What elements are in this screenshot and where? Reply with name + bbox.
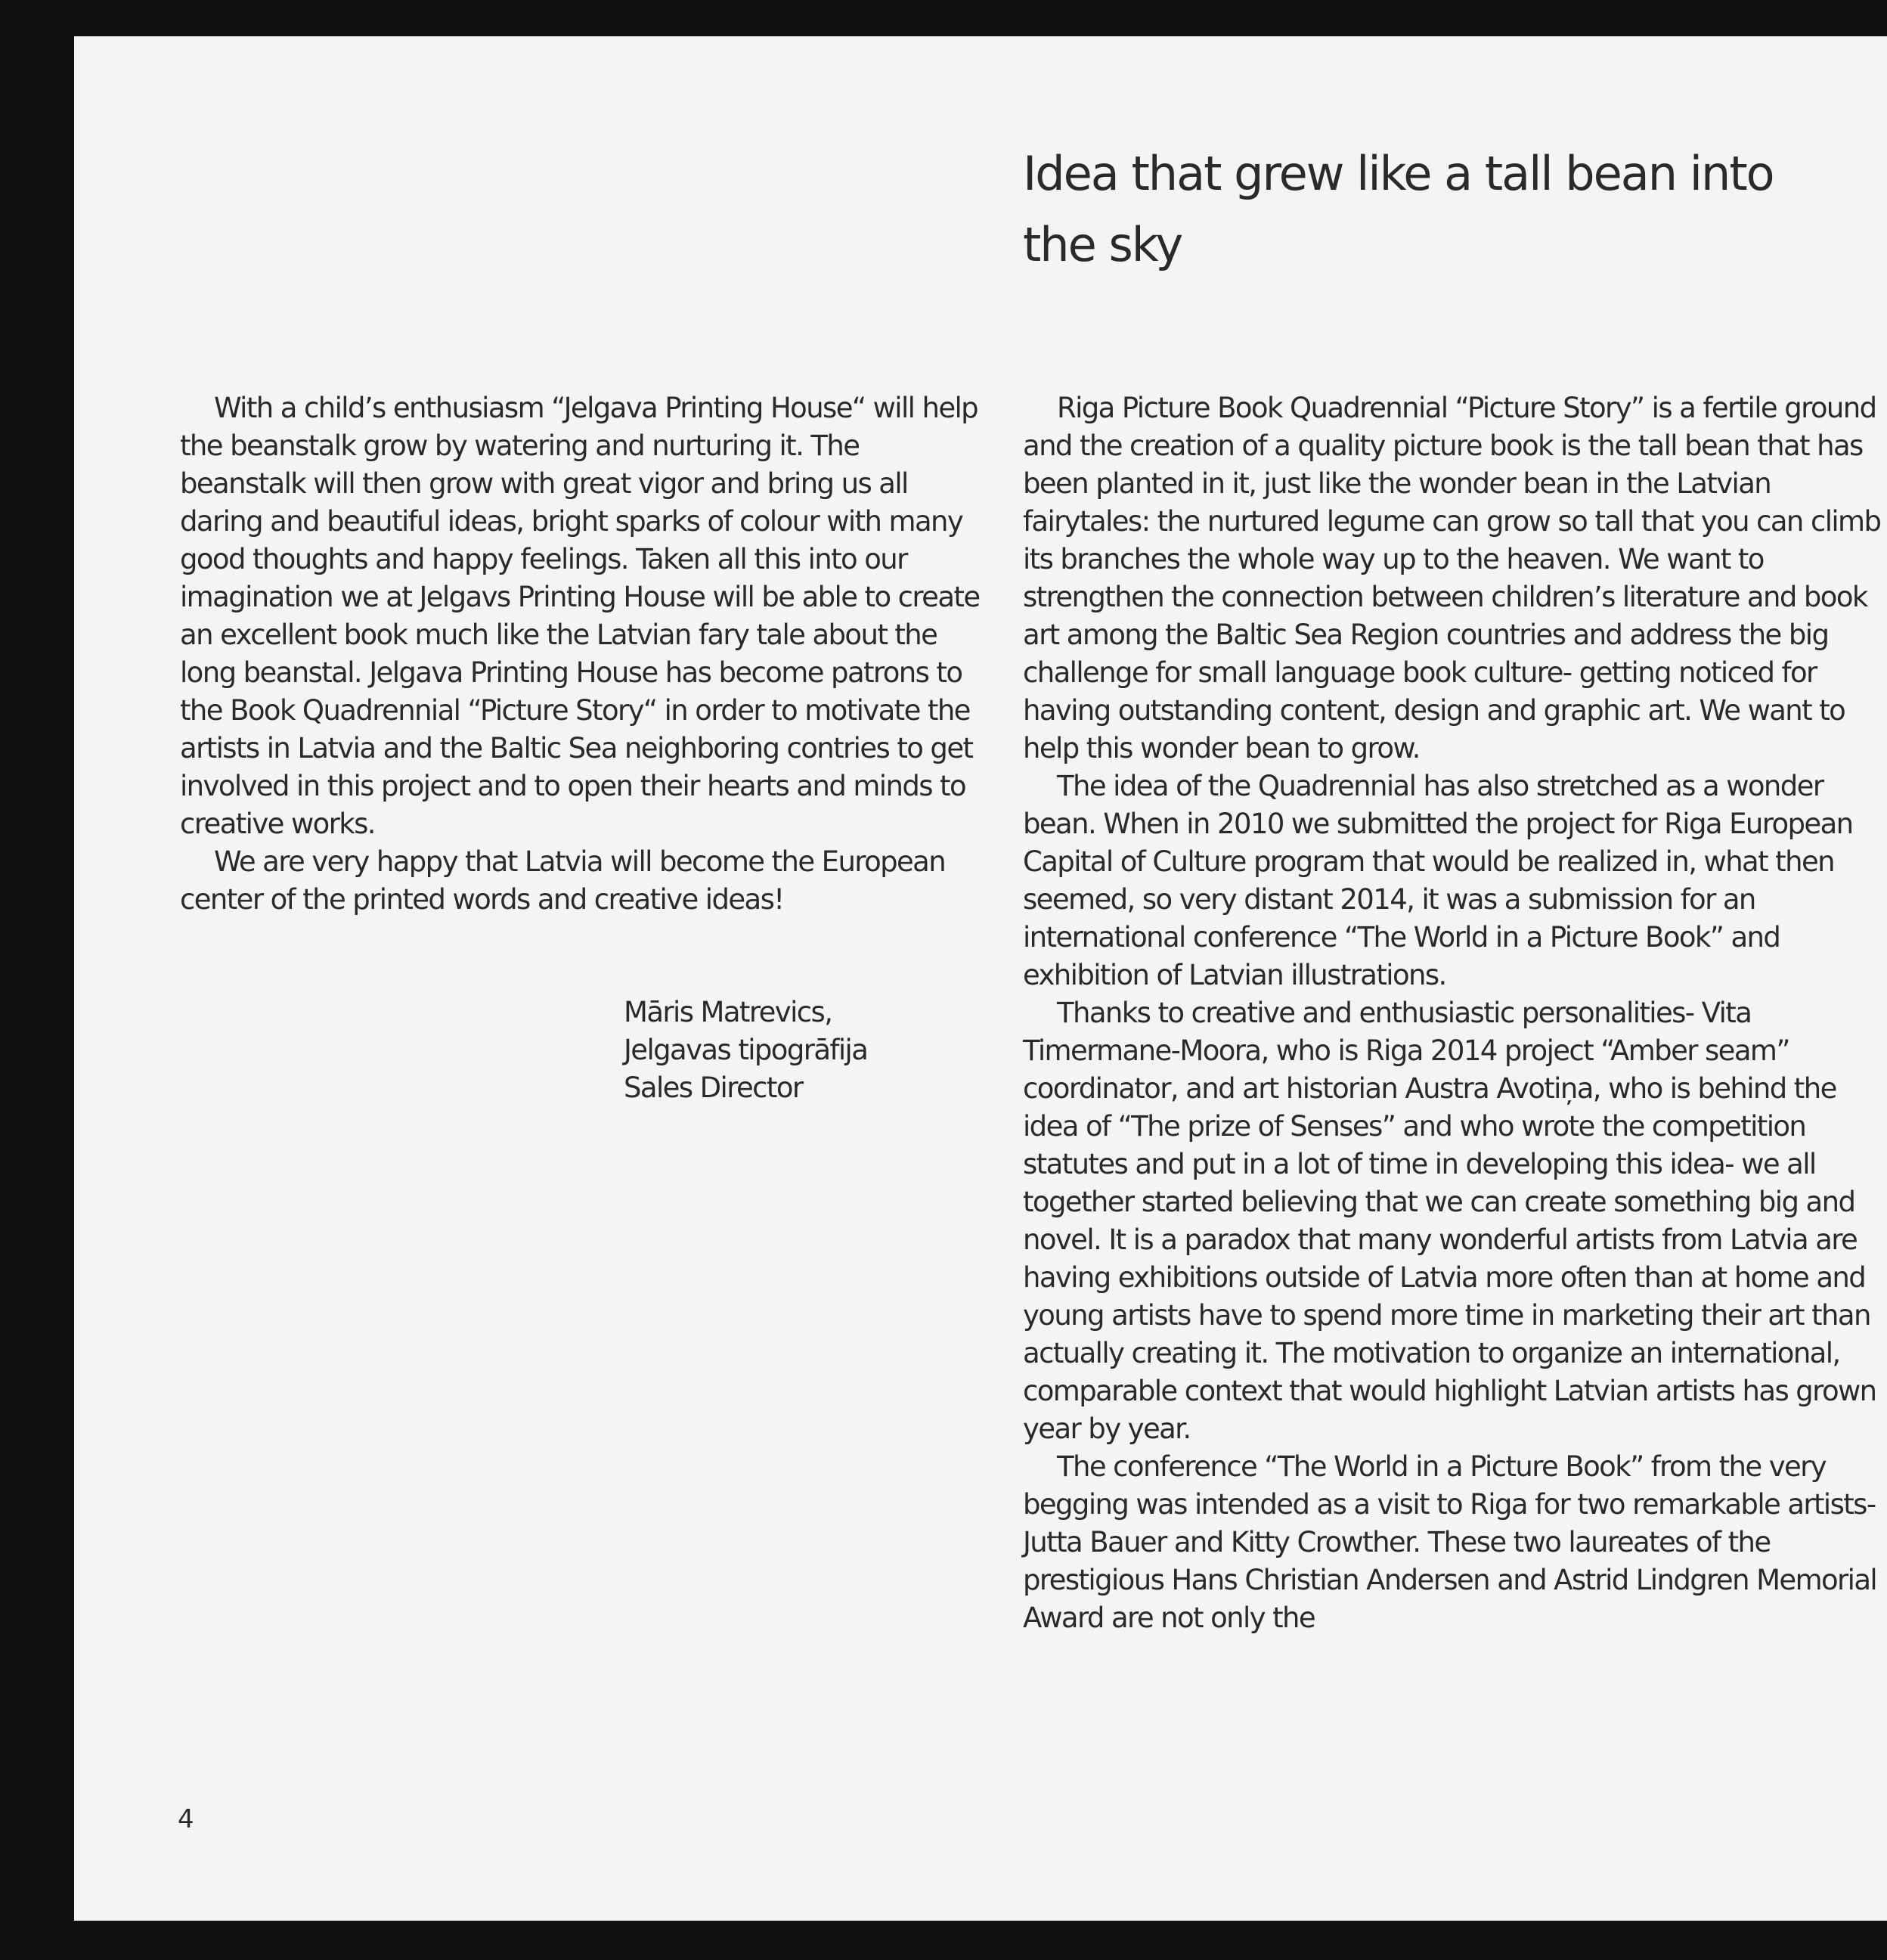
left-paragraph-2: We are very happy that Latvia will become the European center of the printed words and creative ideas! [180, 845, 946, 916]
signature-role: Sales Director [624, 1071, 803, 1104]
signature-company: Jelgavas tipogrāfija [624, 1034, 868, 1066]
right-paragraph-3: Thanks to creative and enthusiastic personalities- Vita Timermane-Moora, who is Riga 2014 project “Amber seam” coordinator, and art historian Austra Avotiņa, who is behind the idea of “The prize of Senses” and who wrote the competition statutes and put in a lot of time in developing this idea- we all together started believing that we can create something big and novel. It is a paradox that many wonderful artists from Latvia are having exhibitions outside of Latvia more often than at home and young artists have to spend more time in marketing their art than actually creating it. The motivation to organize an international, comparable context that would highlight Latvian artists has grown year by year. [1023, 997, 1876, 1445]
right-paragraph-1: Riga Picture Book Quadrennial “Picture Story” is a fertile ground and the creation of a quality picture book is the tall bean that has been planted in it, just like the wonder bean in the Latvian fairytales: the nurtured legume can grow so tall that you can climb its branches the whole way up to the heaven. We want to strengthen the connection between children’s literature and book art among the Baltic Sea Region countries and address the big challenge for small language book culture- getting noticed for having outstanding content, design and graphic art. We want to help this wonder bean to grow. [1023, 392, 1881, 764]
right-column [1023, 389, 1885, 1637]
right-paragraph-2: The idea of the Quadrennial has also stretched as a wonder bean. When in 2010 we submitted the project for Riga European Capital of Culture program that would be realized in, what then seemed, so very distant 2014, it was a submission for an international conference “The World in a Picture Book” and exhibition of Latvian illustrations. [1023, 770, 1853, 991]
left-column [180, 389, 989, 919]
document-page [74, 36, 1887, 1921]
left-paragraph-1: With a child’s enthusiasm “Jelgava Printing House“ will help the beanstalk grow by watering and nurturing it. The beanstalk will then grow with great vigor and bring us all daring and beautiful ideas, bright sparks of colour with many good thoughts and happy feelings. Taken all this into our imagination we at Jelgavs Printing House will be able to create an excellent book much like the Latvian fary tale about the long beanstal. Jelgava Printing House has become patrons to the Book Quadrennial “Picture Story“ in order to motivate the artists in Latvia and the Baltic Sea neighboring contries to get involved in this project and to open their hearts and minds to creative works. [180, 392, 980, 840]
page-title: Idea that grew like a tall bean into the sky [1023, 146, 1774, 272]
right-paragraph-4: The conference “The World in a Picture Book” from the very begging was intended as a visit to Riga for two remarkable artists- Jutta Bauer and Kitty Crowther. These two laureates of the prestigious Hans Christian Andersen and Astrid Lindgren Memorial Award are not only the [1023, 1450, 1877, 1634]
signature-name: Māris Matrevics, [624, 996, 832, 1028]
signature-block [624, 994, 867, 1107]
page-number: 4 [178, 1804, 194, 1834]
